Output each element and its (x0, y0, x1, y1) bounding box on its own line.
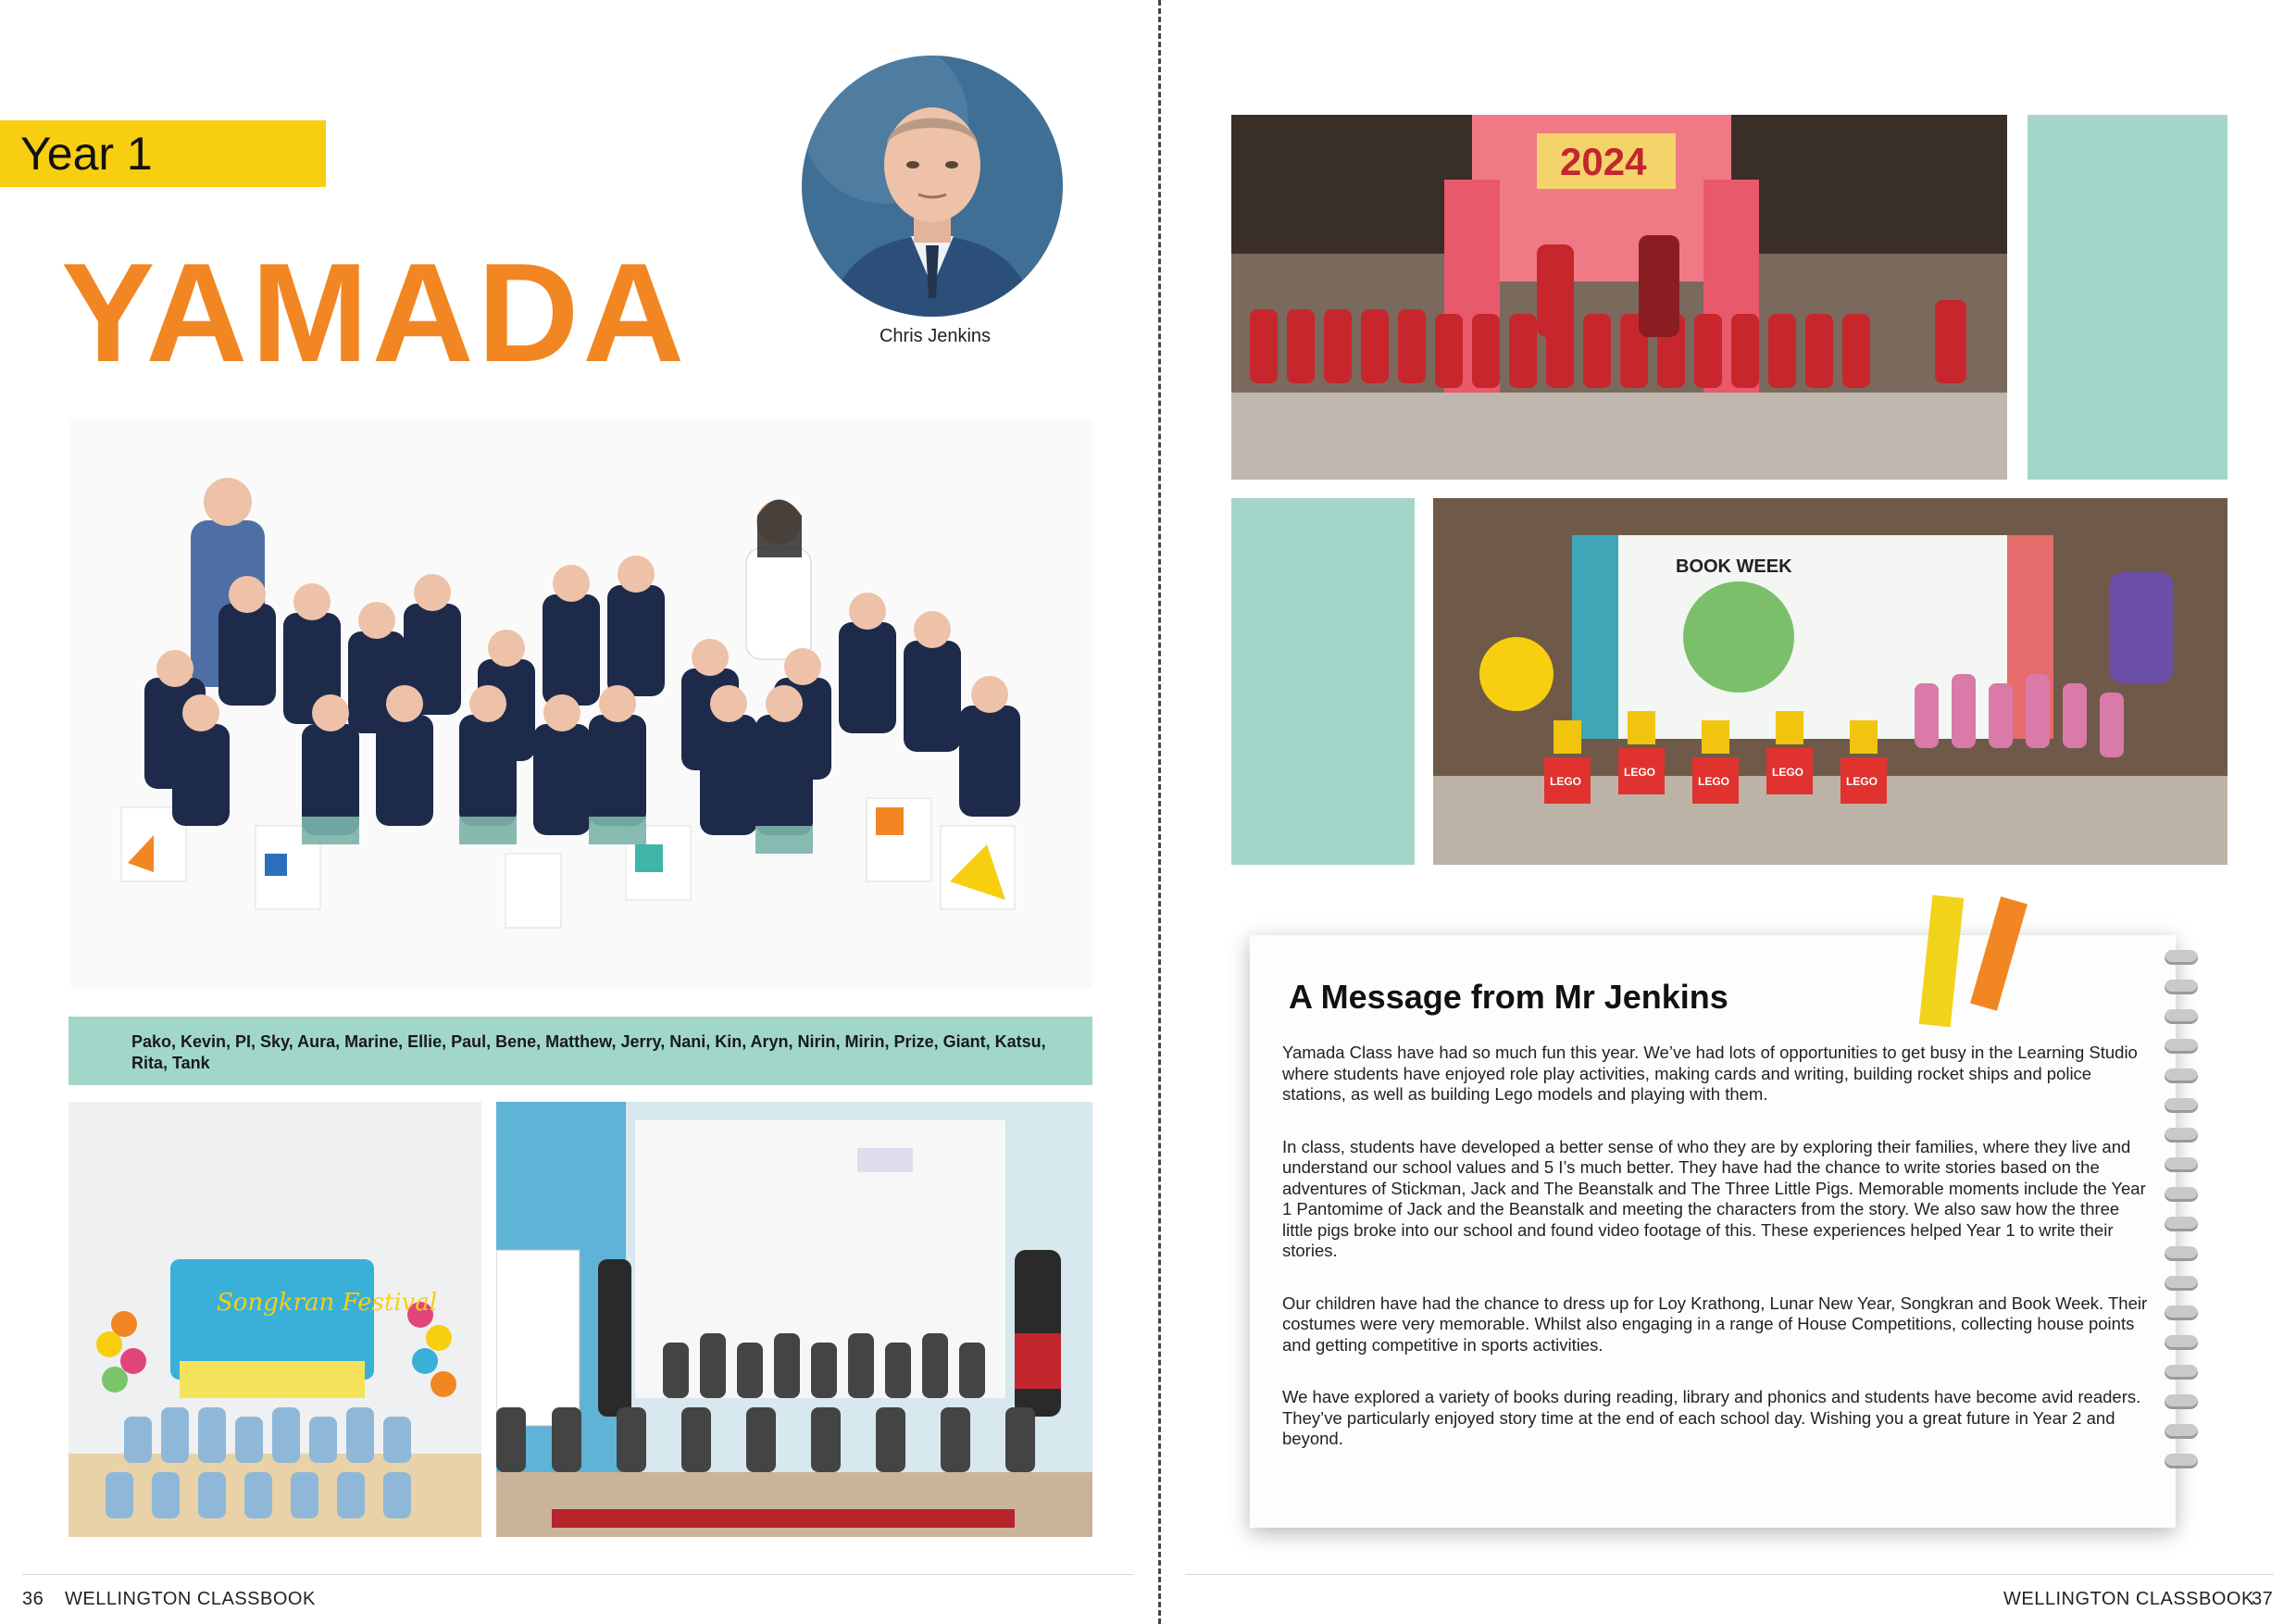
notebook-ring (2165, 950, 2198, 965)
notebook-ring (2165, 1068, 2198, 1083)
message-paragraph: Yamada Class have had so much fun this year. We’ve had lots of opportunities to get busy in the Learning Studio where students have enjoyed role play activities, making cards and writing, building rocket ships and police stations, as well as building Lego models and playing with them. (1282, 1043, 2138, 1104)
message-paragraph: Our children have had the chance to dress up for Loy Krathong, Lunar New Year, Songkran and Book Week. Their costumes were very memorable. Whilst also engaging in a range of House Competitions, collecting house points and getting competitive in sports activities. (1282, 1293, 2148, 1355)
message-body (1282, 1043, 2152, 1481)
footer-rule-left (22, 1574, 1133, 1575)
notebook-ring (2165, 1276, 2198, 1291)
notebook-ring (2165, 1305, 2198, 1320)
notebook-ring (2165, 1217, 2198, 1231)
year-label: Year 1 (20, 128, 153, 180)
notebook-ring (2165, 1246, 2198, 1261)
notebook-ring (2165, 1454, 2198, 1468)
notebook-ring (2165, 1394, 2198, 1409)
notebook-ring (2165, 1187, 2198, 1202)
page-number-left: 36 (22, 1589, 44, 1609)
class-group-photo (70, 418, 1092, 989)
footer-title-right: WELLINGTON CLASSBOOK (2003, 1589, 2254, 1609)
footer-rule-right (1185, 1574, 2274, 1575)
book-week-photo (1433, 498, 2227, 865)
lego-box-label: LEGO (1772, 766, 1804, 779)
notebook-ring (2165, 1128, 2198, 1143)
class-name-title: YAMADA (61, 234, 689, 392)
songkran-photo (69, 1102, 481, 1537)
book-week-sign-text: BOOK WEEK (1676, 556, 1792, 577)
footer-title-left: WELLINGTON CLASSBOOK (65, 1589, 316, 1609)
message-paragraph: We have explored a variety of books during reading, library and phonics and students have become avid readers. They’ve particularly enjoyed story time at the end of each school day. Wishing you a great future in Year 2 and beyond. (1282, 1387, 2141, 1448)
decor-mint-block-top (2028, 115, 2227, 480)
lego-box-label: LEGO (1624, 766, 1656, 779)
lunar-banner-text: 2024 (1560, 140, 1647, 183)
teacher-portrait (802, 56, 1063, 317)
notebook-ring (2165, 1335, 2198, 1350)
page-spine-divider (1158, 0, 1161, 1624)
notebook-ring (2165, 1039, 2198, 1054)
teacher-name: Chris Jenkins (879, 326, 992, 346)
notebook-ring (2165, 980, 2198, 994)
songkran-banner-text: Songkran Festival (217, 1289, 438, 1317)
lunar-new-year-photo (1231, 115, 2007, 480)
classroom-photo (496, 1102, 1092, 1537)
student-names: Pako, Kevin, PI, Sky, Aura, Marine, Ellie, Paul, Bene, Matthew, Jerry, Nani, Kin, Aryn, Nirin, Mirin, Prize, Giant, Katsu, Rita, Tank (131, 1032, 1046, 1072)
page-number-right: 37 (2252, 1589, 2274, 1609)
message-paragraph: In class, students have developed a better sense of who they are by exploring their families, where they live and understand our school values and 5 I’s much better. They have had the chance to write stories based on the adventures of Stickman, Jack and The Beanstalk and The Three Little Pigs. Memorable moments include the Year 1 Pantomime of Jack and the Beanstalk and meeting the characters from the story. We also saw how the three little pigs broke into our school and found video footage of this. These experiences helped Year 1 to write their stories. (1282, 1136, 2146, 1260)
notebook-ring (2165, 1365, 2198, 1380)
decor-mint-block-middle (1231, 498, 1415, 865)
notebook-ring (2165, 1009, 2198, 1024)
lego-box-label: LEGO (1846, 775, 1878, 788)
notebook-ring (2165, 1098, 2198, 1113)
message-title: A Message from Mr Jenkins (1289, 978, 1728, 1016)
lego-box-label: LEGO (1550, 775, 1582, 788)
notebook-ring (2165, 1157, 2198, 1172)
notebook-ring (2165, 1424, 2198, 1439)
lego-box-label: LEGO (1698, 775, 1730, 788)
